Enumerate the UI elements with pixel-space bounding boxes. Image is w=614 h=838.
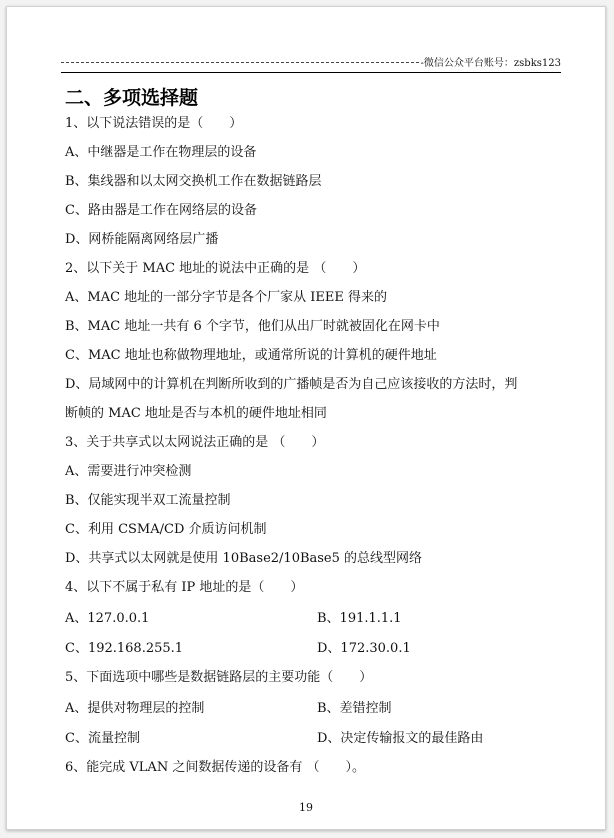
header-dashed-rule	[61, 62, 429, 63]
page-header	[61, 54, 561, 73]
question-option: A、127.0.0.1	[65, 611, 150, 626]
question-stem: 2、以下关于 MAC 地址的说法中正确的是 （ ）	[65, 261, 366, 276]
section-title: 二、多项选择题	[65, 87, 199, 109]
question-option: A、需要进行冲突检测	[65, 464, 192, 479]
question-option: D、决定传输报文的最佳路由	[317, 731, 484, 746]
question-stem: 3、关于共享式以太网说法正确的是 （ ）	[65, 435, 325, 450]
question-option: A、中继器是工作在物理层的设备	[65, 145, 257, 160]
page-number: 19	[299, 801, 313, 814]
header-label: -微信公众平台账号：zsbks123	[419, 54, 561, 69]
question-option: C、利用 CSMA/CD 介质访问机制	[65, 522, 267, 537]
question-option: D、网桥能隔离网络层广播	[65, 232, 219, 247]
question-stem: 4、以下不属于私有 IP 地址的是（ ）	[65, 580, 304, 595]
question-option: B、MAC 地址一共有 6 个字节，他们从出厂时就被固化在网卡中	[65, 319, 440, 334]
question-stem: 1、以下说法错误的是（ ）	[65, 116, 243, 131]
question-stem: 6、能完成 VLAN 之间数据传递的设备有 （ ）。	[65, 760, 365, 775]
question-option: C、流量控制	[65, 731, 140, 746]
question-option: B、差错控制	[317, 701, 392, 716]
question-option: B、集线器和以太网交换机工作在数据链路层	[65, 174, 322, 189]
question-option: D、局域网中的计算机在判断所收到的广播帧是否为自己应该接收的方法时，判	[65, 377, 518, 392]
question-option: A、MAC 地址的一部分字节是各个厂家从 IEEE 得来的	[65, 290, 388, 305]
question-option: D、共享式以太网就是使用 10Base2/10Base5 的总线型网络	[65, 551, 423, 566]
question-option: B、191.1.1.1	[317, 611, 402, 626]
question-stem: 5、下面选项中哪些是数据链路层的主要功能（ ）	[65, 670, 373, 685]
question-option: B、仅能实现半双工流量控制	[65, 493, 231, 508]
question-option: C、路由器是工作在网络层的设备	[65, 203, 257, 218]
question-option: A、提供对物理层的控制	[65, 701, 205, 716]
question-option: C、192.168.255.1	[65, 641, 184, 656]
document-page	[6, 6, 606, 830]
question-option: C、MAC 地址也称做物理地址，或通常所说的计算机的硬件地址	[65, 348, 437, 363]
question-option: D、172.30.0.1	[317, 641, 411, 656]
question-option-continuation: 断帧的 MAC 地址是否与本机的硬件地址相同	[65, 406, 327, 421]
